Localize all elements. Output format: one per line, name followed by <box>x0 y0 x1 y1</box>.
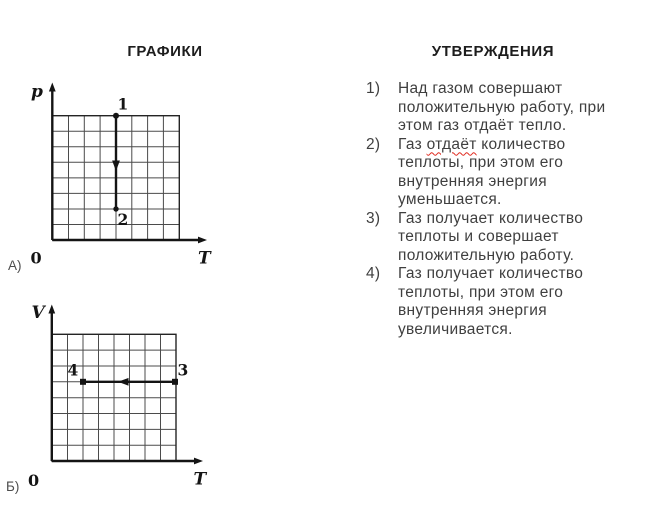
graph-b-x-axis-arrow-icon <box>194 458 203 465</box>
graph-b-x-axis-label: T <box>193 469 207 490</box>
statement-3-number: 3) <box>366 209 381 227</box>
graph-b-process-arrow-left-icon <box>118 378 129 386</box>
graph-a-point-1-label: 1 <box>117 94 129 114</box>
graph-a-pt-diagram <box>0 78 220 278</box>
graph-a-origin-label: 0 <box>30 248 42 268</box>
statement-2-misspelled-word: отдаёт <box>426 135 477 153</box>
graph-a-panel-label: А) <box>8 258 22 273</box>
statement-1-text <box>398 80 658 136</box>
graph-b-y-axis-arrow-icon <box>48 305 55 314</box>
graph-b-point-3-label: 3 <box>177 360 189 380</box>
statement-3-text <box>398 210 658 266</box>
statement-2-line: уменьшается. <box>398 191 502 208</box>
statements-column-header: УТВЕРЖДЕНИЯ <box>431 43 555 60</box>
statement-2-line: теплоты, при этом его <box>398 154 564 171</box>
statement-1-line: Над газом совершают <box>398 80 563 97</box>
statement-item-4 <box>366 265 658 339</box>
statement-1-number: 1) <box>366 80 381 97</box>
statement-item-2 <box>366 136 658 210</box>
statement-2-number: 2) <box>366 135 381 153</box>
statement-2-line1-suffix: количество <box>476 135 566 153</box>
statement-1-line: этом газ отдаёт тепло. <box>398 117 567 134</box>
statement-4-line: увеличивается. <box>398 320 513 338</box>
statement-3-line: Газ получает количество <box>398 209 584 227</box>
graph-b-panel-label: Б) <box>6 479 20 494</box>
graphs-column-header: ГРАФИКИ <box>127 43 203 60</box>
graph-a-y-axis-arrow-icon <box>49 83 56 92</box>
graph-a-x-axis-arrow-icon <box>198 237 207 244</box>
statement-4-line: внутренняя энергия <box>398 302 547 319</box>
statement-4-text <box>398 265 658 339</box>
graph-b-point-4-marker <box>80 379 86 385</box>
graph-b-point-3-marker <box>172 379 178 385</box>
statement-3-line: положительную работу. <box>398 246 575 264</box>
graph-a-point-2-label: 2 <box>117 210 129 229</box>
statement-2-text <box>398 136 658 210</box>
statement-item-1 <box>366 80 658 136</box>
graph-a-y-axis-label: p <box>31 82 43 102</box>
statement-3-line: теплоты и совершает <box>398 228 559 245</box>
graph-a-x-axis-label: T <box>198 248 211 269</box>
statement-item-3 <box>366 210 658 266</box>
statement-2-line <box>398 136 658 155</box>
statements-list <box>366 80 658 339</box>
statement-2-line: внутренняя энергия <box>398 172 547 190</box>
statement-2-line1-prefix: Газ <box>398 135 427 153</box>
graph-a-process-arrow-down-icon <box>112 161 120 172</box>
graph-b-y-axis-label: V <box>31 303 45 323</box>
graph-b-origin-label: 0 <box>28 470 40 490</box>
graph-b-vt-diagram <box>0 300 220 500</box>
statement-1-line: положительную работу, при <box>398 98 606 116</box>
graph-b-point-4-label: 4 <box>67 360 79 380</box>
statement-4-number: 4) <box>366 265 381 282</box>
statement-4-line: теплоты, при этом его <box>398 283 564 301</box>
statement-4-line: Газ получает количество <box>398 265 584 282</box>
graph-a-point-1-marker <box>113 113 119 119</box>
